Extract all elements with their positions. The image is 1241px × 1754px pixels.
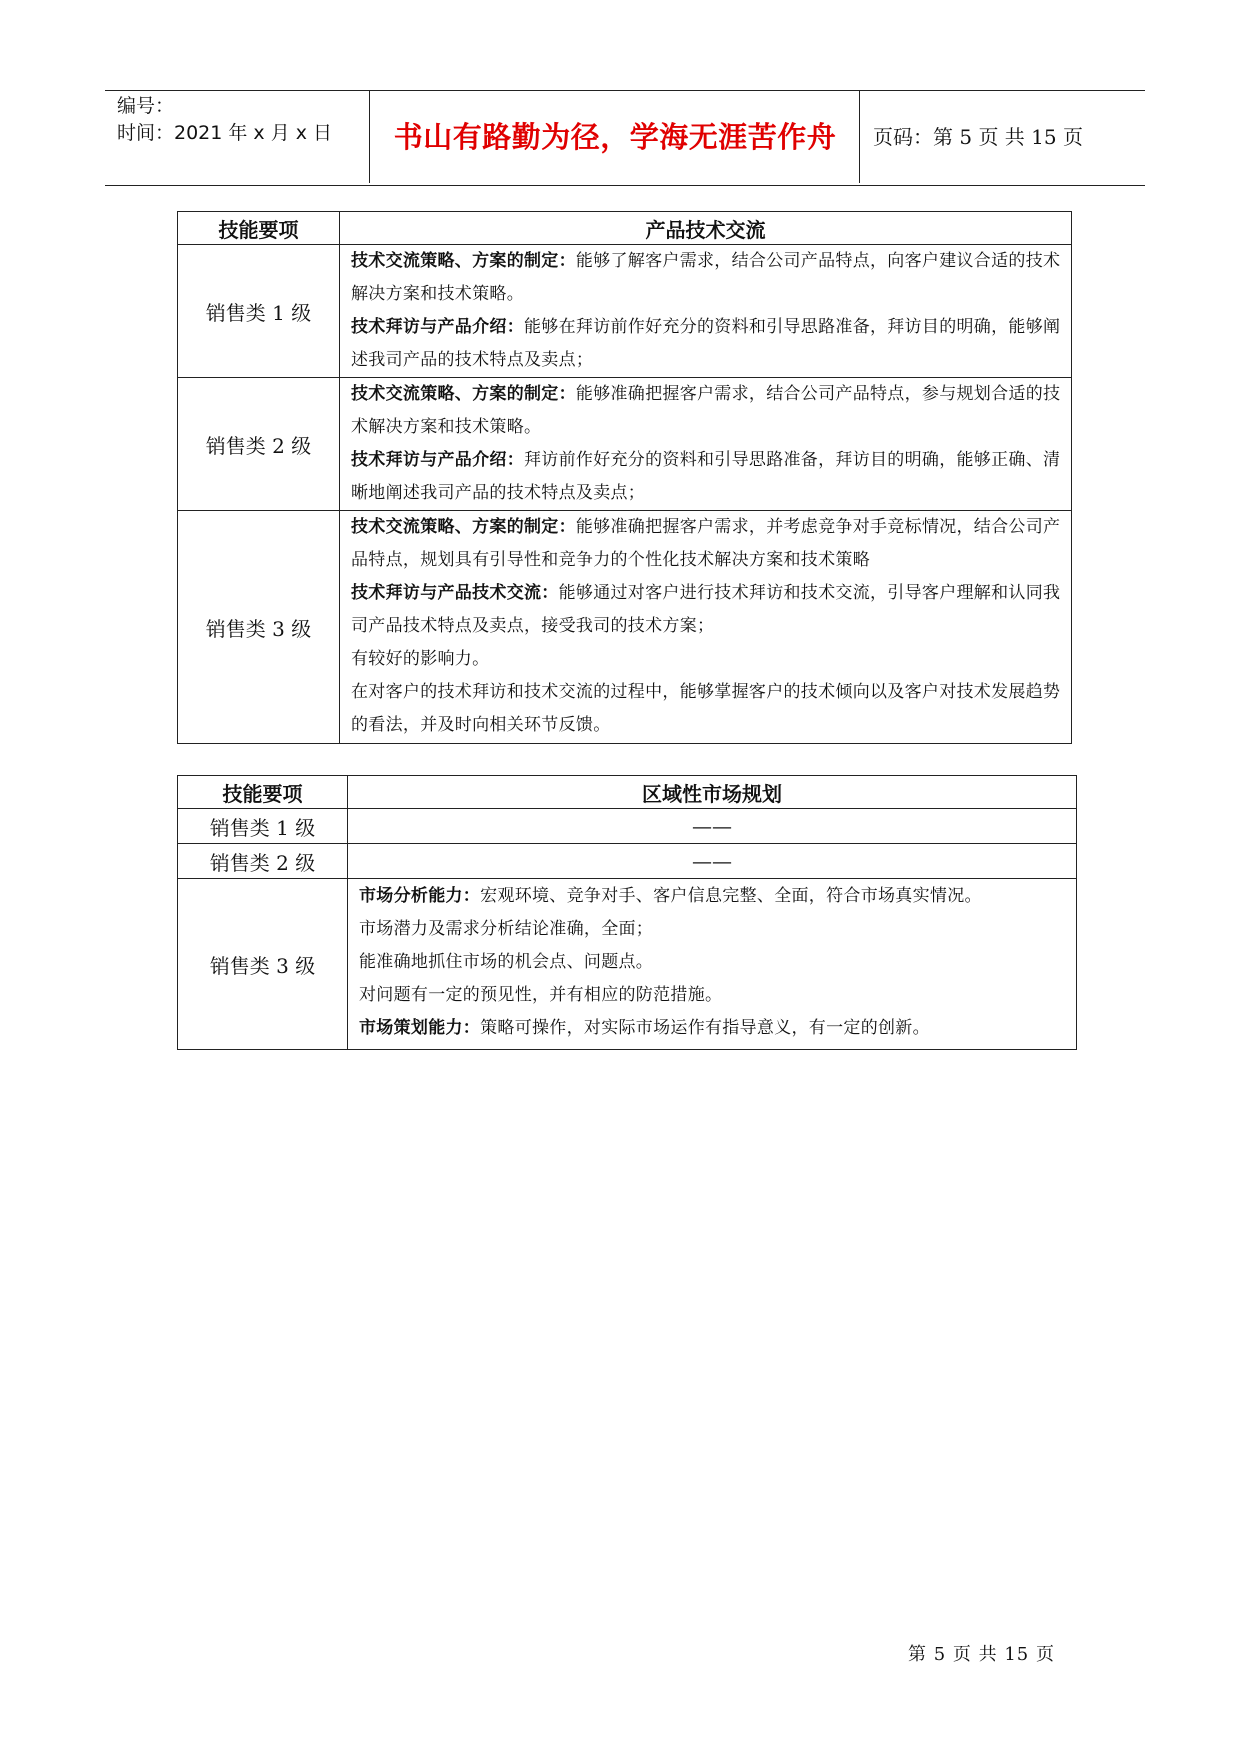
description-line [351,643,1065,676]
description-line [351,676,1065,742]
description-line [359,880,1070,913]
item-text: 在对客户的技术拜访和技术交流的过程中，能够掌握客户的技术倾向以及客户对技术发展趋势的看法，并及时向相关环节反馈。 [351,682,1061,735]
item-text: 能准确地抓住市场的机会点、问题点。 [359,952,654,972]
header-meta [117,93,367,147]
description-line [351,444,1065,510]
item-text: 对问题有一定的预见性，并有相应的防范措施。 [359,985,723,1005]
column-header-skill: 技能要项 [178,776,348,809]
item-label: 技术交流策略、方案的制定： [351,384,576,404]
item-text: 宏观环境、竞争对手、客户信息完整、全面，符合市场真实情况。 [480,886,982,906]
item-text: 能够准确把握客户需求，结合公司产品特点，参与规划合适的技术解决方案和技术策略。 [351,384,1061,437]
header-divider [859,91,860,183]
description-line [351,311,1065,377]
table-row [178,511,1072,744]
level-cell: 销售类 3 级 [178,511,340,744]
item-text: 能够准确把握客户需求，并考虑竞争对手竞标情况，结合公司产品特点，规划具有引导性和竞争力的个性化技术解决方案和技术策略 [351,517,1061,570]
table-row [178,809,1077,844]
table-row [178,245,1072,378]
column-header-topic: 区域性市场规划 [348,776,1077,809]
table-header-row [178,212,1072,245]
description-line [351,577,1065,643]
description-line [359,946,1070,979]
description-cell [340,511,1072,744]
page-footer: 第 5 页 共 15 页 [908,1644,1055,1665]
skill-table-regional-market-planning [177,775,1077,1050]
page-header [105,90,1145,186]
empty-dash-cell: —— [348,844,1077,879]
column-header-skill: 技能要项 [178,212,340,245]
item-text: 市场潜力及需求分析结论准确，全面； [359,919,654,939]
description-line [351,378,1065,444]
description-line [359,979,1070,1012]
level-cell: 销售类 1 级 [178,809,348,844]
item-label: 技术交流策略、方案的制定： [351,517,576,537]
document-number-label: 编号： [117,95,175,117]
description-line [351,511,1065,577]
level-cell: 销售类 3 级 [178,879,348,1050]
level-cell: 销售类 2 级 [178,844,348,879]
item-label: 技术交流策略、方案的制定： [351,251,576,271]
table-row [178,378,1072,511]
header-divider [369,91,370,183]
table-row [178,879,1077,1050]
table-row [178,844,1077,879]
table-header-row [178,776,1077,809]
description-cell [340,245,1072,378]
item-label: 技术拜访与产品介绍： [351,450,524,470]
skill-table-product-tech-exchange [177,211,1072,744]
column-header-topic: 产品技术交流 [340,212,1072,245]
level-cell: 销售类 1 级 [178,245,340,378]
item-text: 有较好的影响力。 [351,649,490,669]
level-cell: 销售类 2 级 [178,378,340,511]
item-text: 策略可操作，对实际市场运作有指导意义，有一定的创新。 [480,1018,930,1038]
item-text: 能够通过对客户进行技术拜访和技术交流，引导客户理解和认同我司产品技术特点及卖点，接受我司的技术方案； [351,583,1061,636]
header-motto: 书山有路勤为径，学海无涯苦作舟 [393,120,837,154]
description-cell [340,378,1072,511]
item-label: 技术拜访与产品技术交流： [351,583,559,603]
item-label: 市场分析能力： [359,886,481,906]
empty-dash-cell: —— [348,809,1077,844]
item-text: 能够了解客户需求，结合公司产品特点，向客户建议合适的技术解决方案和技术策略。 [351,251,1061,304]
description-line [351,245,1065,311]
description-cell [348,879,1077,1050]
item-text: 拜访前作好充分的资料和引导思路准备，拜访目的明确，能够正确、清晰地阐述我司产品的技术特点及卖点； [351,450,1061,503]
item-label: 技术拜访与产品介绍： [351,317,524,337]
description-line [359,913,1070,946]
item-text: 能够在拜访前作好充分的资料和引导思路准备，拜访目的明确，能够阐述我司产品的技术特点及卖点； [351,317,1061,370]
header-page-number: 页码：第 5 页 共 15 页 [873,125,1083,149]
item-label: 市场策划能力： [359,1018,481,1038]
description-line [359,1012,1070,1045]
document-date-label: 时间：2021 年 x 月 x 日 [117,122,333,144]
